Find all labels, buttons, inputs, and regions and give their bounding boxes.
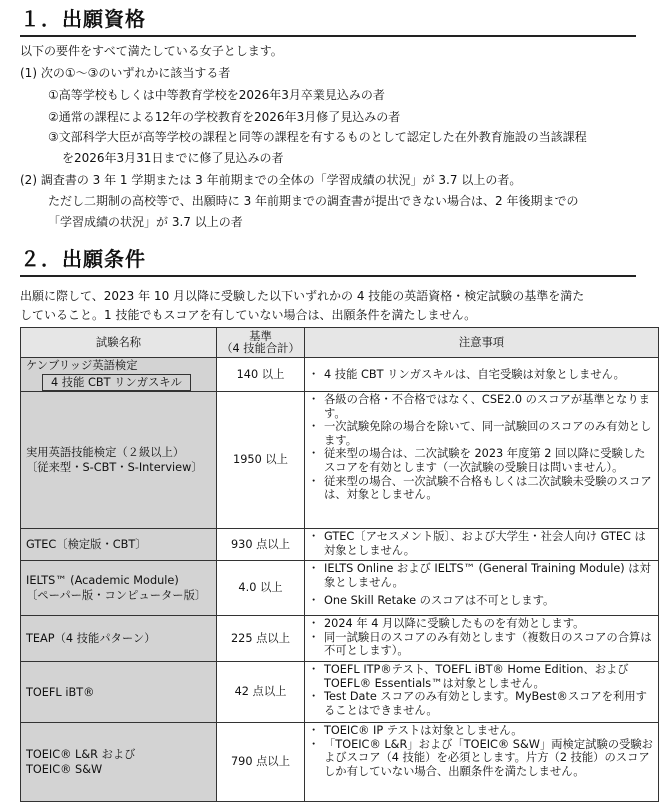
exam-name-line: GTEC〔検定版・CBT〕 bbox=[26, 538, 147, 551]
header-score bbox=[217, 328, 305, 358]
s1-line-4: ③文部科学大臣が高等学校の課程と同等の課程を有するものとして認定した在外教育施設の当該課程 bbox=[48, 130, 587, 144]
header-score-line1: 基準 bbox=[249, 329, 272, 343]
exam-name-cell bbox=[21, 561, 217, 616]
note-item: ・ 2024 年 4 月以降に受験したものを有効とします。 bbox=[308, 617, 655, 631]
header-score-line2: （4 技能合計） bbox=[221, 341, 300, 355]
header-notes: 注意事項 bbox=[305, 328, 659, 358]
exam-name-cell bbox=[21, 358, 217, 392]
s1-line-5: を2026年3月31日までに修了見込みの者 bbox=[62, 151, 284, 165]
table-row-toeic bbox=[21, 723, 659, 802]
s1-line-6: (2) 調査書の 3 年 1 学期または 3 年前期までの全体の「学習成績の状況」が 3.7 以上の者。 bbox=[20, 173, 522, 187]
section-2-heading: ２．出願条件 bbox=[20, 247, 636, 277]
exam-score-cell: 225 点以上 bbox=[217, 616, 305, 662]
s1-line-2: ①高等学校もしくは中等教育学校を2026年3月卒業見込みの者 bbox=[48, 88, 385, 102]
exam-score-cell: 140 以上 bbox=[217, 358, 305, 392]
s1-line-8: 「学習成績の状況」が 3.7 以上の者 bbox=[48, 215, 243, 229]
note-item: ・ One Skill Retake のスコアは不可とします。 bbox=[308, 594, 655, 608]
exam-notes-cell bbox=[305, 392, 659, 529]
note-item: ・ GTEC〔アセスメント版〕、および大学生・社会人向け GTEC は対象としません。 bbox=[308, 530, 655, 557]
s1-line-1: (1) 次の①～③のいずれかに該当する者 bbox=[20, 66, 231, 80]
s1-line-7: ただし二期制の高校等で、出願時に 3 年前期までの調査書が提出できない場合は、2 年後期までの bbox=[48, 194, 579, 208]
note-item: ・ TOEFL ITP®テスト、TOEFL iBT® Home Edition、および TOEFL® Essentials™は対象としません。 bbox=[308, 663, 655, 690]
note-item: ・ 一次試験免除の場合を除いて、同一試験回のスコアのみ有効とします。 bbox=[308, 420, 655, 447]
exam-name-line: IELTS™ (Academic Module) bbox=[26, 574, 179, 587]
exam-score-cell: 4.0 以上 bbox=[217, 561, 305, 616]
table-row-cambridge bbox=[21, 358, 659, 392]
note-item: ・ 従来型の場合、一次試験不合格もしくは二次試験未受験のスコアは、対象としません。 bbox=[308, 475, 655, 502]
table-row-teap bbox=[21, 616, 659, 662]
table-row-gtec bbox=[21, 529, 659, 561]
note-item: ・ 「TOEIC® L&R」および「TOEIC® S&W」両検定試験の受験およびスコア（4 技能）を必須とします。片方（2 技能）のスコアしか有していない場合、出願条件を満たしません。 bbox=[308, 738, 655, 779]
exam-name-line: ケンブリッジ英語検定 bbox=[26, 359, 138, 372]
note-item: ・ 各級の合格・不合格ではなく、CSE2.0 のスコアが基準となります。 bbox=[308, 393, 655, 420]
exam-name-line: 実用英語技能検定（２級以上） bbox=[26, 446, 185, 459]
exam-name-cell bbox=[21, 529, 217, 561]
exam-notes-cell bbox=[305, 616, 659, 662]
table-row-eiken bbox=[21, 392, 659, 529]
exam-name-cell bbox=[21, 662, 217, 723]
table-header-row bbox=[21, 328, 659, 358]
table-row-ielts bbox=[21, 561, 659, 616]
exam-name-cell bbox=[21, 723, 217, 802]
exam-name-cell bbox=[21, 392, 217, 529]
note-item: ・ Test Date スコアのみ有効とします。MyBest®スコアを利用することはできません。 bbox=[308, 690, 655, 717]
note-item: ・ IELTS Online および IELTS™ (General Training Module) は対象としません。 bbox=[308, 562, 655, 589]
exam-name-line: TOEIC® L&R および bbox=[26, 748, 136, 761]
exam-subname: 4 技能 CBT リンガスキル bbox=[42, 374, 191, 391]
table-row-toefl bbox=[21, 662, 659, 723]
exam-name-line: TOEFL iBT® bbox=[26, 685, 95, 699]
exam-name-line: 〔従来型・S-CBT・S-Interview〕 bbox=[26, 461, 203, 474]
requirements-table bbox=[20, 327, 659, 802]
note-item: ・ 同一試験日のスコアのみ有効とします（複数日のスコアの合算は不可とします）。 bbox=[308, 631, 655, 658]
note-item: ・ 従来型の場合は、二次試験を 2023 年度第 2 回以降に受験したスコアを有効とします（一次試験の受験日は問いません）。 bbox=[308, 447, 655, 474]
exam-score-cell: 1950 以上 bbox=[217, 392, 305, 529]
header-exam-name: 試験名称 bbox=[21, 328, 217, 358]
s2-line-1: していること。1 技能でもスコアを有していない場合は、出願条件を満たしません。 bbox=[20, 308, 477, 322]
exam-name-line: TOEIC® S&W bbox=[26, 763, 103, 776]
exam-name-line: TEAP（4 技能パターン） bbox=[26, 632, 156, 645]
exam-score-cell: 42 点以上 bbox=[217, 662, 305, 723]
exam-notes-cell bbox=[305, 561, 659, 616]
exam-name-cell bbox=[21, 616, 217, 662]
exam-notes-cell bbox=[305, 529, 659, 561]
s1-line-0: 以下の要件をすべて満たしている女子とします。 bbox=[20, 44, 283, 58]
exam-notes-cell bbox=[305, 662, 659, 723]
note-item: ・ 4 技能 CBT リンガスキルは、自宅受験は対象としません。 bbox=[308, 368, 655, 382]
exam-notes-cell bbox=[305, 358, 659, 392]
exam-score-cell: 790 点以上 bbox=[217, 723, 305, 802]
exam-notes-cell bbox=[305, 723, 659, 802]
exam-name-line: 〔ペーパー版・コンピューター版〕 bbox=[26, 589, 207, 602]
s2-line-0: 出願に際して、2023 年 10 月以降に受験した以下いずれかの 4 技能の英語資格・検定試験の基準を満た bbox=[20, 289, 585, 303]
section-1-heading: １．出願資格 bbox=[20, 7, 636, 37]
s1-line-3: ②通常の課程による12年の学校教育を2026年3月修了見込みの者 bbox=[48, 110, 401, 124]
note-item: ・ TOEIC® IP テストは対象としません。 bbox=[308, 724, 655, 738]
exam-score-cell: 930 点以上 bbox=[217, 529, 305, 561]
